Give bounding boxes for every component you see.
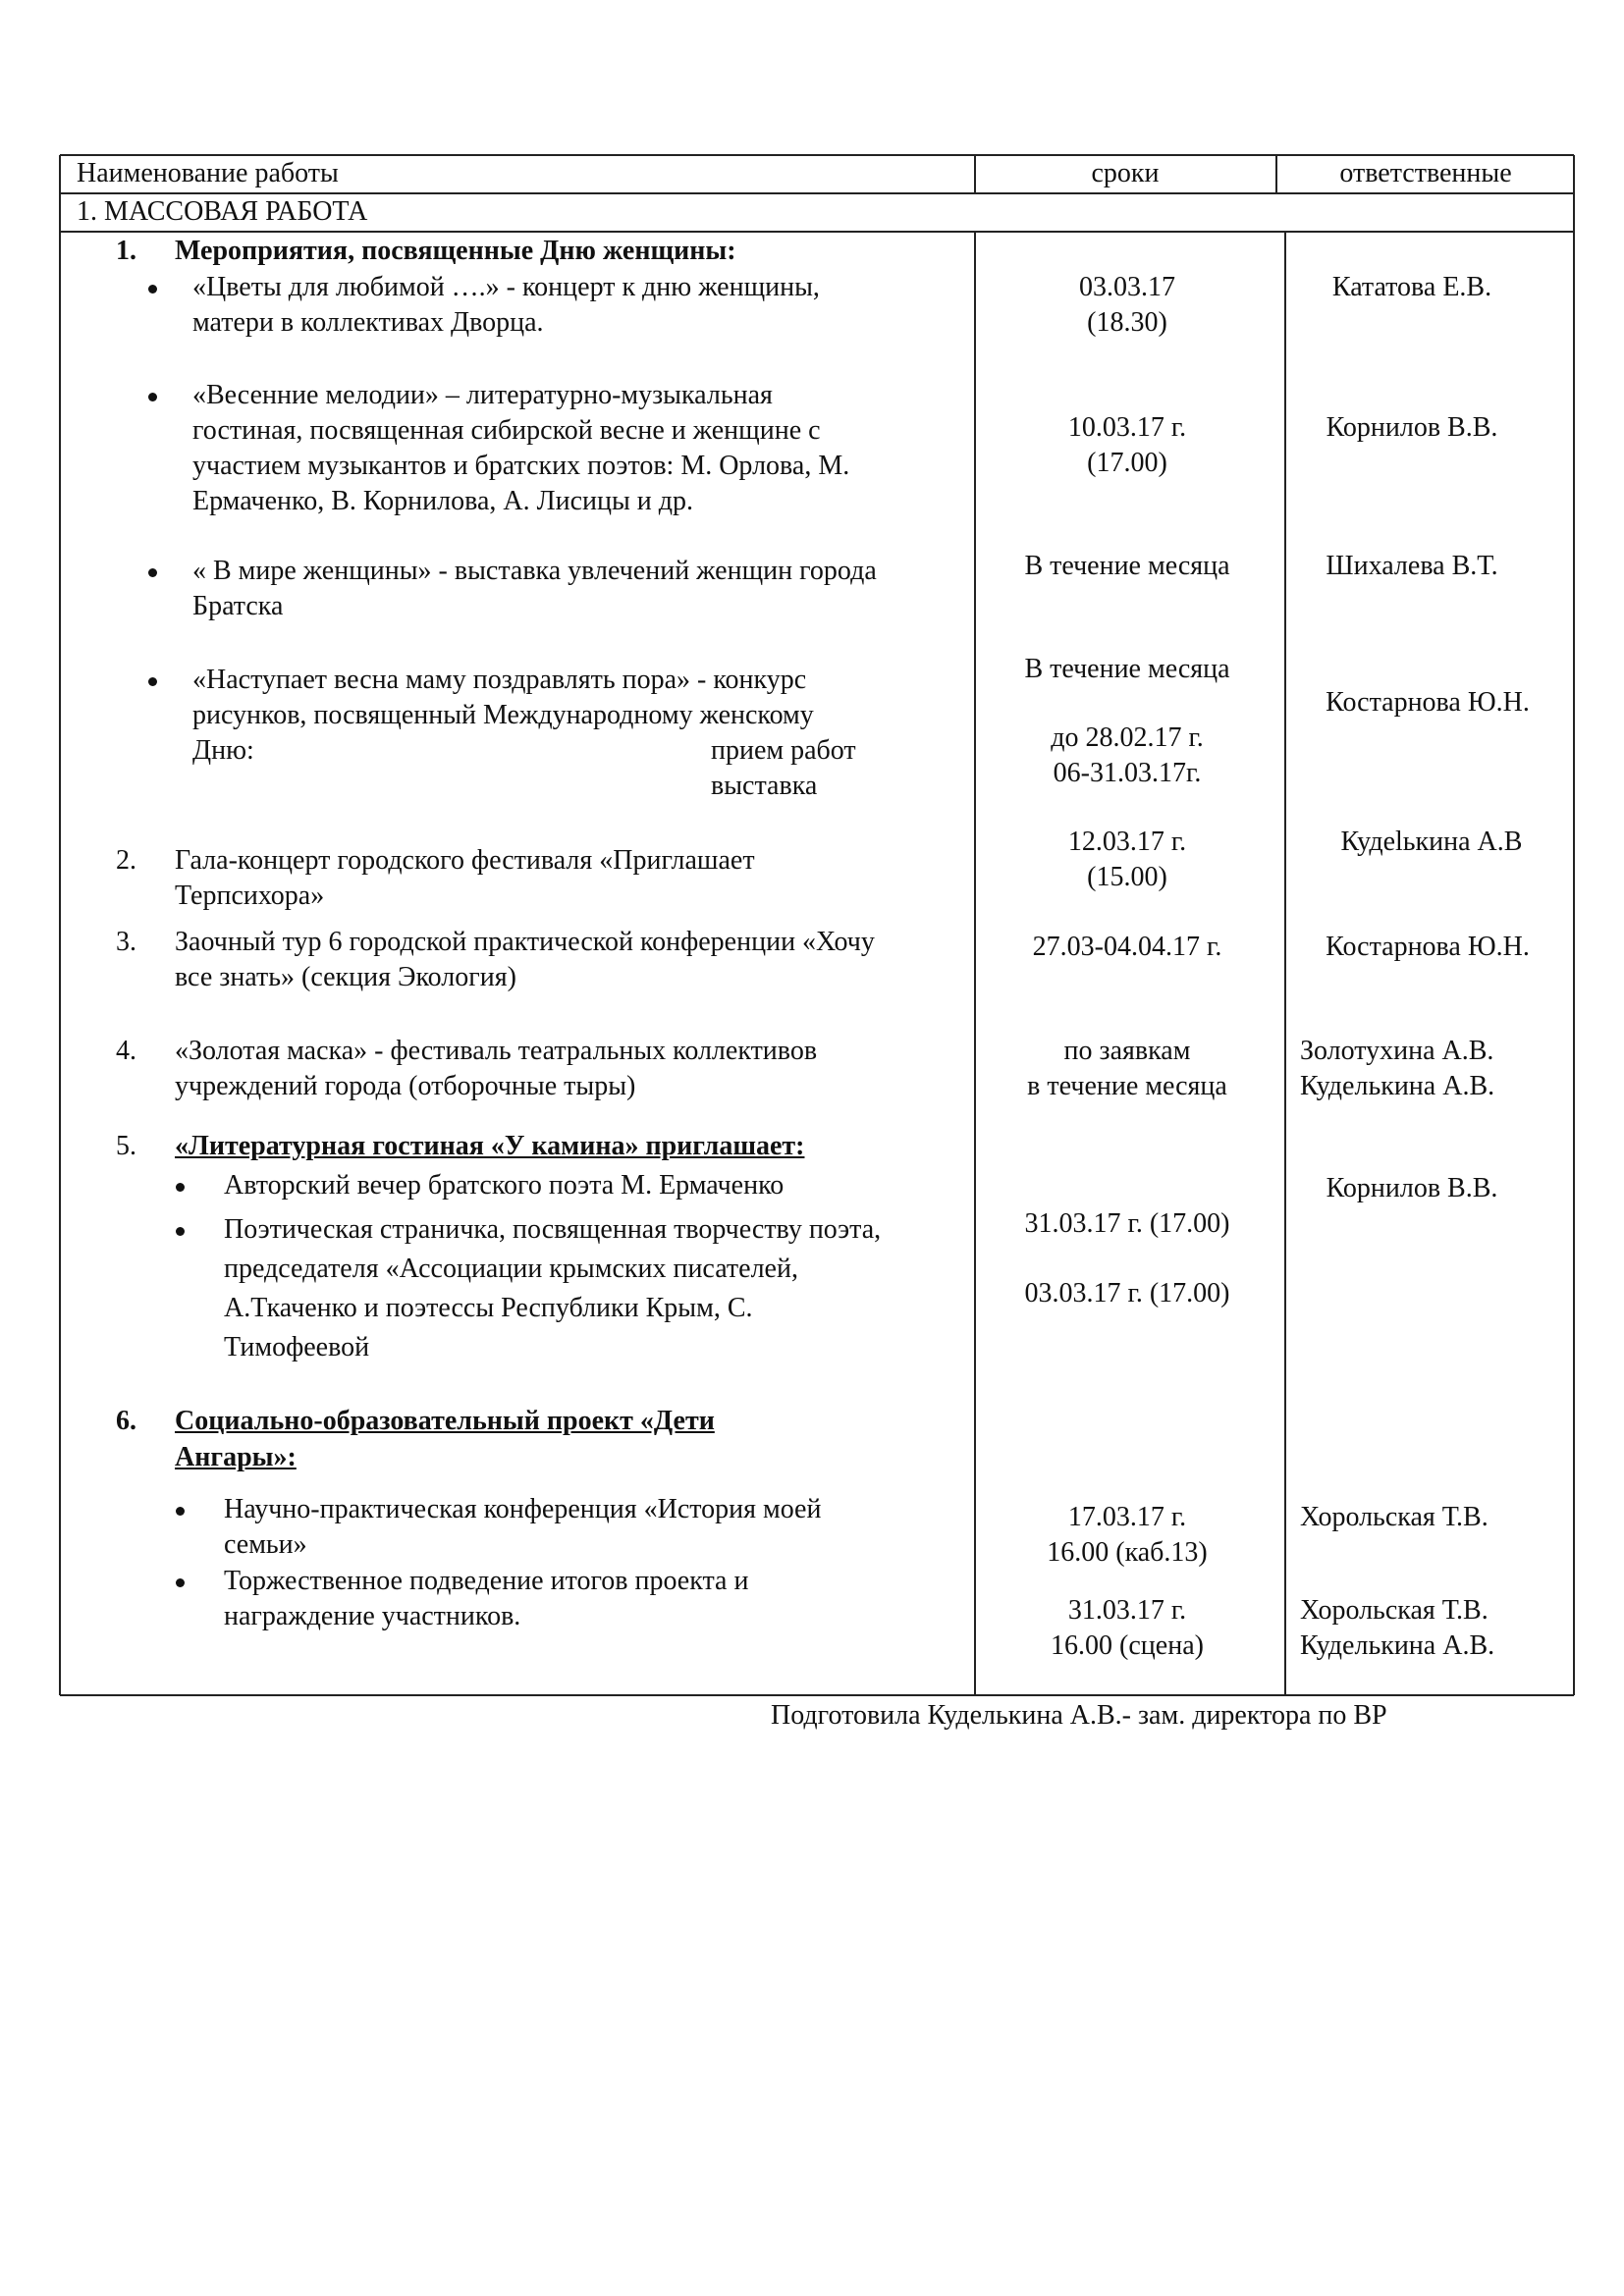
item-1-b4-date1: В течение месяца [1024,654,1230,684]
item-6-b2-responsible-2: Куделькина А.В. [1300,1630,1495,1661]
item-5-b2-line2: председателя «Ассоциации крымских писателей, [224,1254,798,1284]
bullet-icon [148,285,157,294]
section-title: 1. МАССОВАЯ РАБОТА [77,196,368,227]
item-1-b2-line3: участием музыкантов и братских поэтов: М. Орлова, М. [192,451,850,481]
item-4-date2: в течение месяца [1027,1071,1227,1101]
item-6-b1-time: 16.00 (каб.13) [1047,1537,1208,1568]
item-1-b2-responsible: Корнилов В.В. [1326,412,1498,443]
item-1-b2-time: (17.00) [1087,448,1167,478]
item-4-line2: учреждений города (отборочные тыры) [175,1071,636,1101]
item-1-number: 1. [116,236,136,266]
item-1-title: Мероприятия, посвященные Дню женщины: [175,236,736,266]
item-1-b4-date2: до 28.02.17 г. [1051,722,1204,753]
item-1-b3-responsible: Шихалева В.Т. [1326,551,1498,581]
item-1-b4-date3: 06-31.03.17г. [1053,758,1202,788]
item-1-b3-line2: Братска [192,591,284,621]
item-4-number: 4. [116,1036,136,1066]
item-6-b2-line2: награждение участников. [224,1601,521,1631]
item-1-b1-line1: «Цветы для любимой ….» - концерт к дню женщины, [192,272,820,302]
item-2-date: 12.03.17 г. [1067,827,1187,857]
item-5-date1: 31.03.17 г. (17.00) [1024,1208,1230,1239]
item-6-b2-date: 31.03.17 г. [1067,1595,1187,1626]
item-1-b4-line3: Дню: [192,735,254,766]
item-3-line2: все знать» (секция Экология) [175,962,516,992]
item-1-b4-responsible: Костарнова Ю.Н. [1326,687,1530,718]
item-3-number: 3. [116,927,136,957]
item-4-line1: «Золотая маска» - фестиваль театральных коллективов [175,1036,818,1066]
item-3-responsible: Костарнова Ю.Н. [1326,932,1530,962]
item-1-b2-line2: гостиная, посвященная сибирской весне и женщине с [192,415,821,446]
item-1-b2-line1: «Весенние мелодии» – литературно-музыкальная [192,380,773,410]
item-6-b1-responsible: Хорольская Т.В. [1300,1502,1489,1532]
item-1-b3-date: В течение месяца [1024,551,1230,581]
bullet-icon [176,1578,185,1587]
header-responsible: ответственные [1339,158,1512,188]
item-1-b1-responsible: Кататова Е.В. [1331,272,1492,302]
item-6-b2-line1: Торжественное подведение итогов проекта и [224,1566,749,1596]
item-6-b1-date: 17.03.17 г. [1067,1502,1187,1532]
item-1-b2-line4: Ермаченко, В. Корнилова, А. Лисицы и др. [192,486,694,516]
item-2-time: (15.00) [1087,862,1167,892]
item-5-responsible: Корнилов В.В. [1326,1173,1498,1203]
item-6-b1-line2: семьи» [224,1529,307,1560]
bullet-icon [176,1507,185,1516]
bullet-icon [148,677,157,686]
item-1-b3-line1: « В мире женщины» - выставка увлечений женщин города [192,556,877,586]
item-6-title-line1: Социально-образовательный проект «Дети [175,1406,715,1436]
item-2-line2: Терпсихора» [175,881,325,911]
header-dates: сроки [1091,158,1160,188]
item-1-b1-time: (18.30) [1087,307,1167,338]
item-1-b1-date: 03.03.17 [1079,272,1175,302]
item-4-responsible-2: Куделькина А.В. [1300,1071,1495,1101]
item-6-title-line2: Ангары»: [175,1442,297,1472]
item-3-date: 27.03-04.04.17 г. [1032,932,1222,962]
item-2-number: 2. [116,845,136,876]
item-2-line1: Гала-концерт городского фестиваля «Приглашает [175,845,755,876]
item-1-b4-line1: «Наступает весна маму поздравлять пора» - конкурс [192,665,807,695]
bullet-icon [148,393,157,401]
item-5-number: 5. [116,1131,136,1161]
item-2-responsible: Кудelькина А.В [1340,827,1523,857]
item-6-number: 6. [116,1406,136,1436]
item-1-b4-line2: рисунков, посвященный Международному женскому [192,700,814,730]
bullet-icon [176,1183,185,1192]
bullet-icon [148,568,157,577]
item-1-b4-line3b: прием работ [711,735,856,766]
item-5-b2-line3: А.Ткаченко и поэтессы Республики Крым, С. [224,1293,753,1323]
item-1-b1-line2: матери в коллективах Дворца. [192,307,544,338]
item-6-b2-responsible-1: Хорольская Т.В. [1300,1595,1489,1626]
item-5-date2: 03.03.17 г. (17.00) [1024,1278,1230,1308]
item-5-b2-line1: Поэтическая страничка, посвященная творчеству поэта, [224,1214,882,1245]
item-1-b4-line4: выставка [711,771,818,801]
bullet-icon [176,1227,185,1236]
item-6-b2-time: 16.00 (сцена) [1051,1630,1204,1661]
item-5-title: «Литературная гостиная «У камина» приглашает: [175,1131,805,1161]
item-4-responsible-1: Золотухина А.В. [1300,1036,1494,1066]
item-5-b1: Авторский вечер братского поэта М. Ермаченко [224,1170,785,1201]
item-6-b1-line1: Научно-практическая конференция «История моей [224,1494,822,1524]
header-name: Наименование работы [77,158,339,188]
item-5-b2-line4: Тимофеевой [224,1332,370,1362]
item-4-date1: по заявкам [1063,1036,1191,1066]
item-1-b2-date: 10.03.17 г. [1067,412,1187,443]
prepared-by: Подготовила Куделькина А.В.- зам. директора по ВР [771,1700,1387,1731]
item-3-line1: Заочный тур 6 городской практической конференции «Хочу [175,927,875,957]
